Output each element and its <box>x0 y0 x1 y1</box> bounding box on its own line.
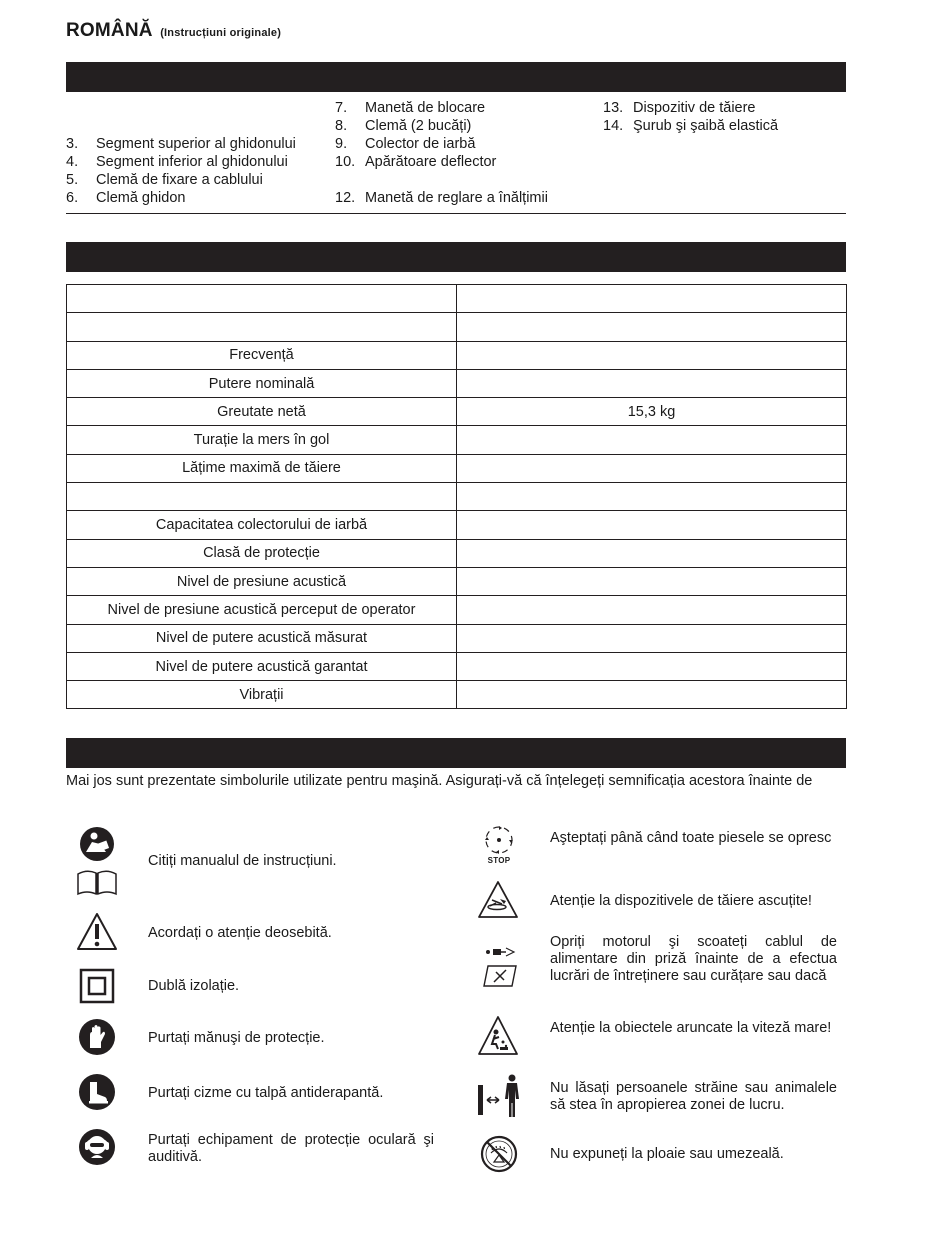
stop-wait-icon <box>481 824 517 868</box>
spec-label: Vibrații <box>67 681 457 709</box>
symbol-text: Purtați cizme cu talpă antiderapantă. <box>148 1085 384 1101</box>
parts-item: 13. Dispozitiv de tăiere <box>603 100 756 116</box>
spec-row <box>67 454 847 482</box>
spec-value <box>457 483 847 511</box>
language-title: ROMÂNĂ <box>66 20 153 41</box>
warning-triangle-icon <box>75 911 119 953</box>
spec-label: Greutate netă <box>67 398 457 426</box>
symbol-text: Acordați o atenție deosebită. <box>148 925 332 941</box>
symbol-text: Opriți motorul şi scoateți cablul de alimentare din priză înainte de a efectua lucrări de întreținere sau curățare sau dacă <box>550 934 837 984</box>
sharp-blade-icon <box>476 879 520 921</box>
spec-value <box>457 681 847 709</box>
spec-label: Turație la mers în gol <box>67 426 457 454</box>
spec-value <box>457 539 847 567</box>
symbol-text: Aşteptați până când toate piesele se opresc <box>550 830 832 846</box>
symbols-intro: Mai jos sunt prezentate simbolurile utilizate pentru maşină. Asigurați-vă că înțelegeți semnificația acestora înainte de <box>66 773 813 789</box>
spec-label: Nivel de presiune acustică perceput de operator <box>67 596 457 624</box>
symbol-text: Citiți manualul de instrucțiuni. <box>148 853 337 869</box>
symbol-text: Atenție la dispozitivele de tăiere ascuțite! <box>550 893 812 909</box>
parts-item: 3. Segment superior al ghidonului <box>66 136 296 152</box>
read-manual-icon <box>76 826 118 896</box>
thrown-objects-icon <box>476 1014 520 1058</box>
spec-row <box>67 596 847 624</box>
parts-item: 14. Şurub şi şaibă elastică <box>603 118 779 134</box>
spec-label: Clasă de protecție <box>67 539 457 567</box>
symbol-text: Purtați echipament de protecție oculară şi auditivă. <box>148 1132 434 1165</box>
section-bar-specs <box>66 242 846 272</box>
unplug-maintenance-icon <box>482 942 518 990</box>
stop-label: STOP <box>487 856 511 865</box>
spec-row <box>67 483 847 511</box>
keep-bystanders-away-icon <box>477 1073 523 1119</box>
spec-label <box>67 285 457 313</box>
spec-row <box>67 624 847 652</box>
spec-label: Nivel de presiune acustică <box>67 567 457 595</box>
specifications-table <box>66 284 847 709</box>
section-bar-parts <box>66 62 846 92</box>
symbol-text: Nu expuneți la ploaie sau umezeală. <box>550 1146 784 1162</box>
eye-ear-protection-icon <box>78 1128 116 1166</box>
spec-value <box>457 567 847 595</box>
spec-label: Nivel de putere acustică garantat <box>67 652 457 680</box>
spec-value <box>457 652 847 680</box>
spec-value <box>457 511 847 539</box>
spec-row <box>67 681 847 709</box>
spec-label: Capacitatea colectorului de iarbă <box>67 511 457 539</box>
section-bar-symbols <box>66 738 846 768</box>
boots-icon <box>78 1073 116 1111</box>
parts-item: 4. Segment inferior al ghidonului <box>66 154 288 170</box>
parts-list <box>66 98 846 214</box>
spec-value <box>457 313 847 341</box>
spec-row <box>67 341 847 369</box>
parts-item: 6. Clemă ghidon <box>66 190 186 206</box>
parts-item: 5. Clemă de fixare a cablului <box>66 172 263 188</box>
spec-label: Nivel de putere acustică măsurat <box>67 624 457 652</box>
parts-item: 9. Colector de iarbă <box>335 136 476 152</box>
symbol-text: Dublă izolație. <box>148 978 240 994</box>
spec-value <box>457 285 847 313</box>
spec-label: Lățime maximă de tăiere <box>67 454 457 482</box>
language-heading <box>66 20 281 42</box>
spec-value <box>457 596 847 624</box>
spec-value <box>457 341 847 369</box>
no-rain-icon <box>480 1135 518 1173</box>
spec-label <box>67 313 457 341</box>
language-subtitle: (Instrucțiuni originale) <box>160 27 282 39</box>
spec-row <box>67 652 847 680</box>
gloves-icon <box>78 1018 116 1056</box>
parts-item: 8. Clemă (2 bucăți) <box>335 118 472 134</box>
spec-row <box>67 369 847 397</box>
spec-row <box>67 398 847 426</box>
parts-item: 10. Apărătoare deflector <box>335 154 497 170</box>
spec-value: 15,3 kg <box>457 398 847 426</box>
spec-value <box>457 624 847 652</box>
spec-value <box>457 426 847 454</box>
spec-row <box>67 511 847 539</box>
symbol-text: Purtați mănuşi de protecție. <box>148 1030 325 1046</box>
double-insulation-icon <box>79 968 115 1004</box>
spec-row <box>67 285 847 313</box>
parts-item: 12. Manetă de reglare a înălțimii <box>335 190 548 206</box>
spec-label: Frecvență <box>67 341 457 369</box>
symbol-text: Atenție la obiectele aruncate la viteză mare! <box>550 1020 832 1036</box>
spec-label <box>67 483 457 511</box>
symbol-text: Nu lăsați persoanele străine sau animalele să stea în apropierea zonei de lucru. <box>550 1080 837 1113</box>
spec-label: Putere nominală <box>67 369 457 397</box>
spec-value <box>457 369 847 397</box>
spec-row <box>67 313 847 341</box>
parts-item: 7. Manetă de blocare <box>335 100 486 116</box>
spec-row <box>67 426 847 454</box>
spec-value <box>457 454 847 482</box>
spec-row <box>67 567 847 595</box>
spec-row <box>67 539 847 567</box>
